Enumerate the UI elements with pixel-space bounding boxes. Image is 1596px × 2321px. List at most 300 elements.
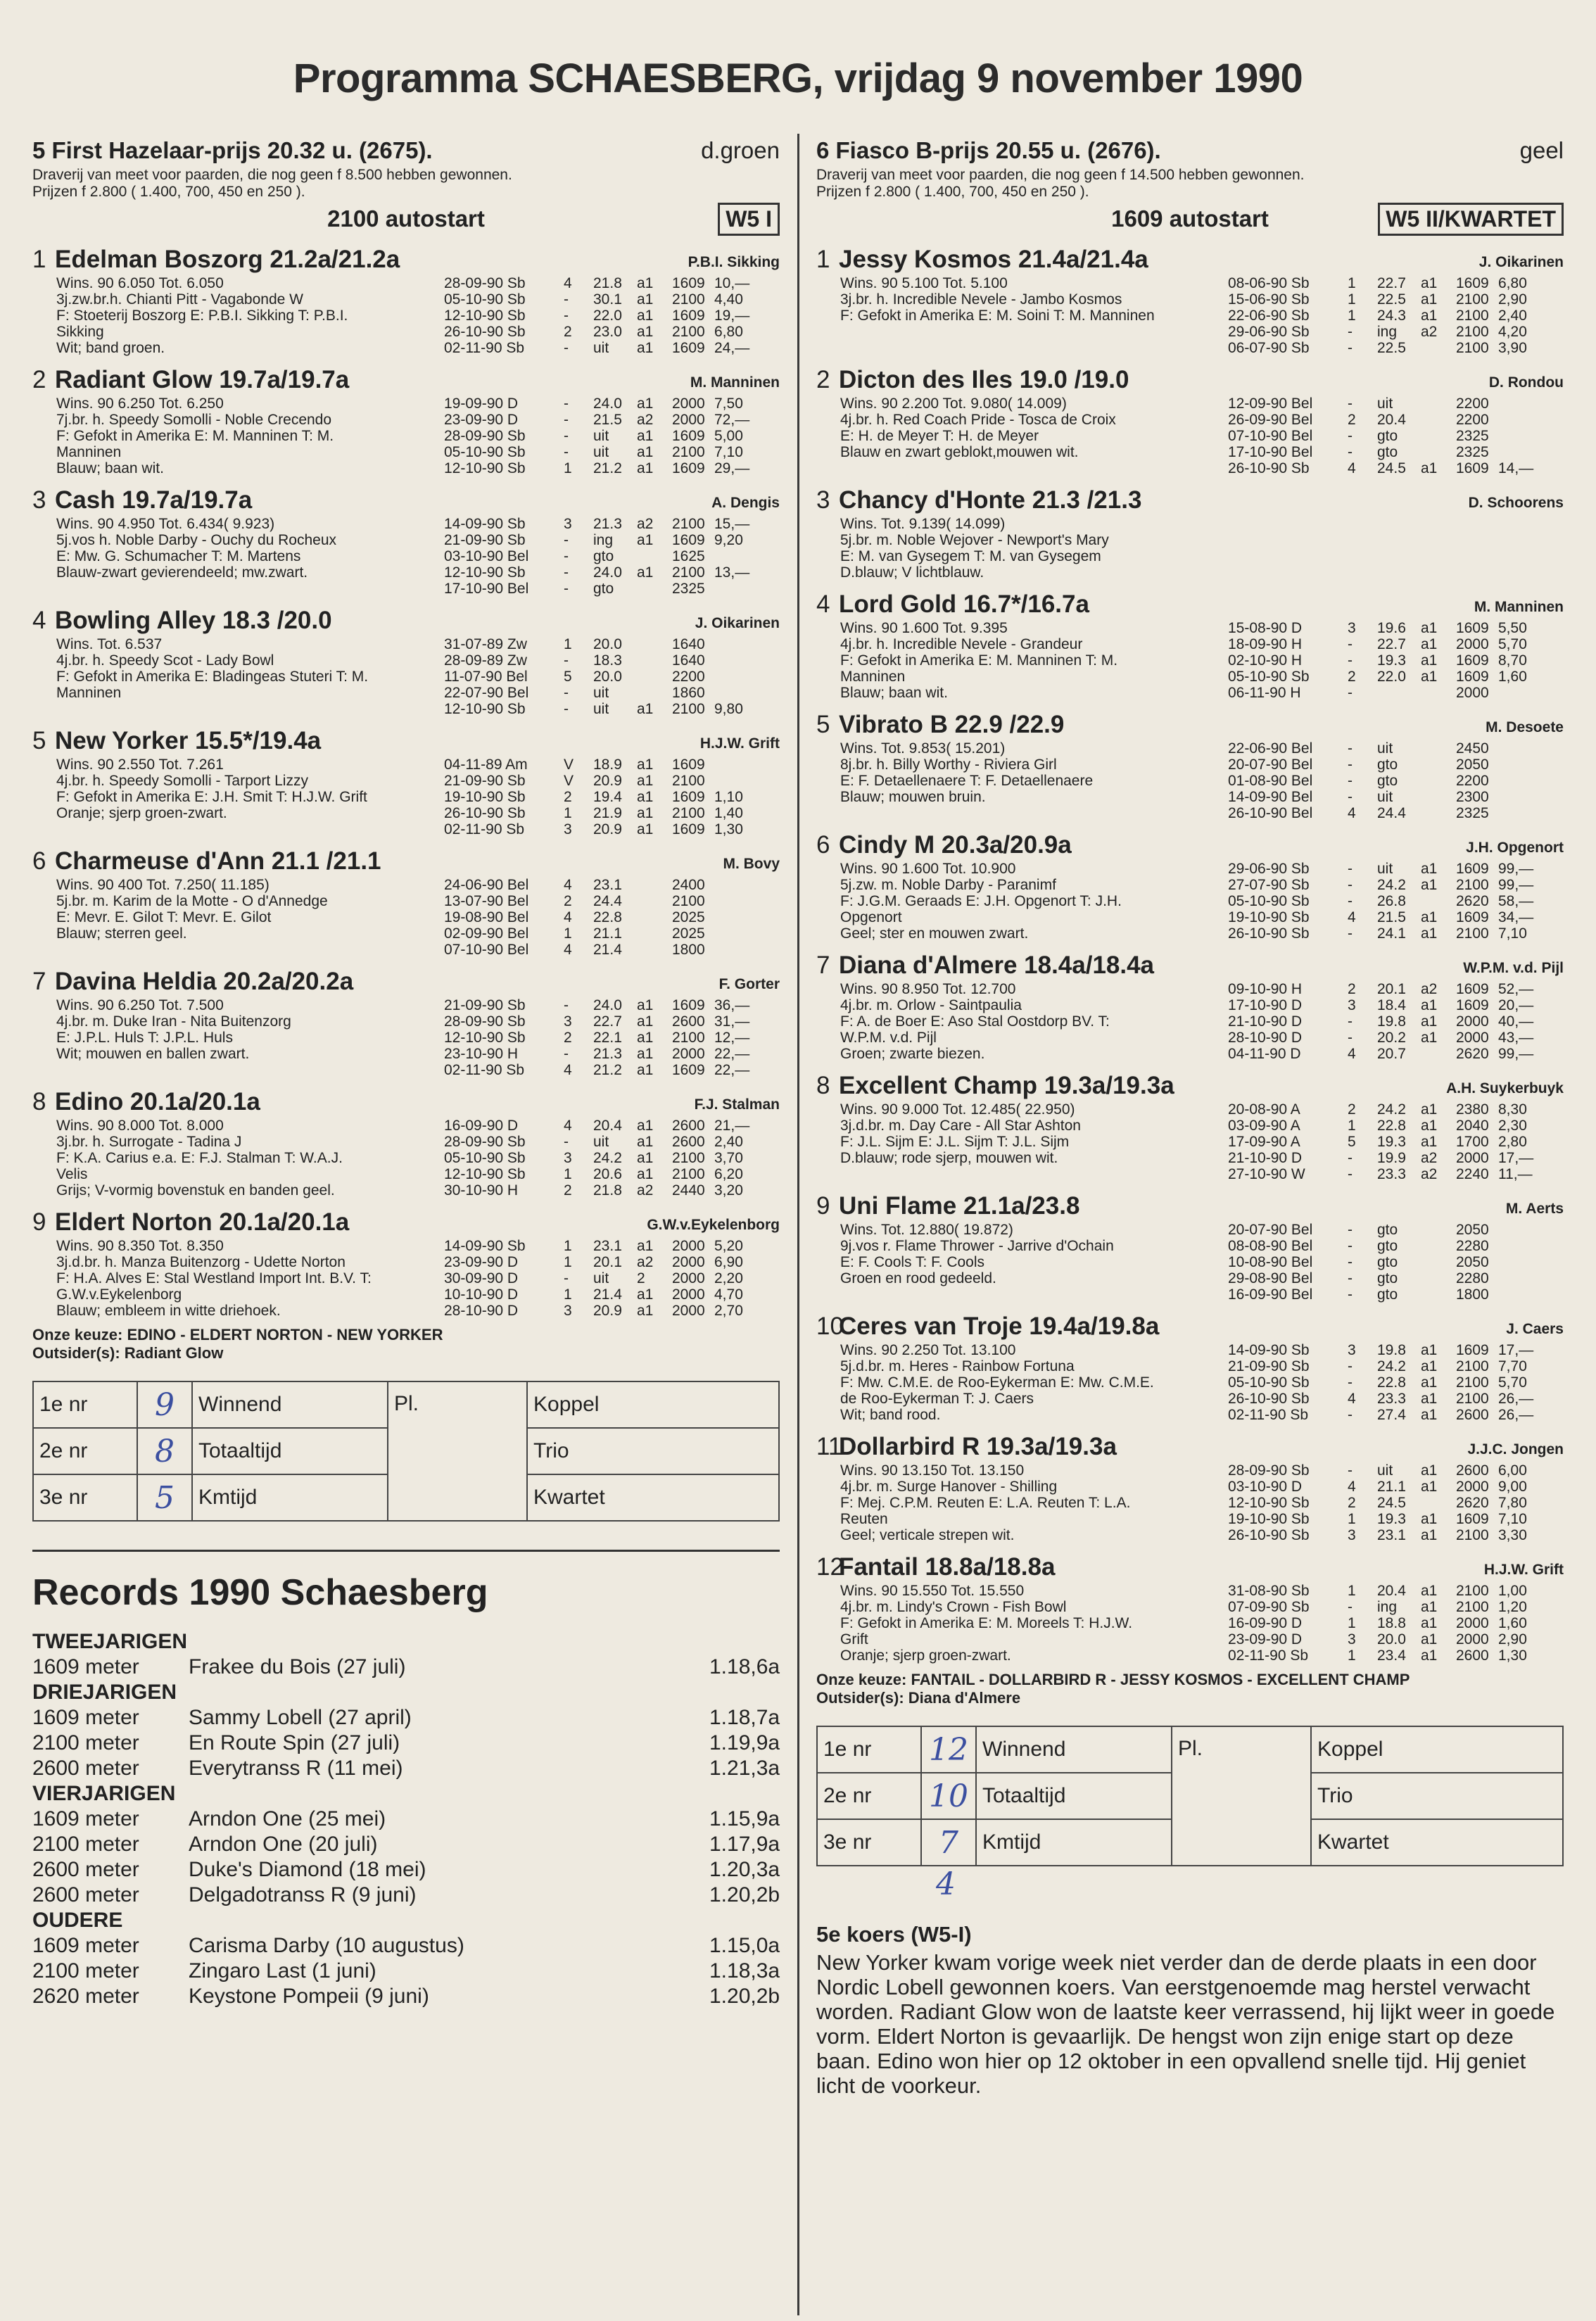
result-cell: 30.1 (593, 291, 622, 308)
horse-info-line: E: F. Detaellenaere T: F. Detaellenaere (840, 773, 1094, 789)
result-cell: 23.0 (593, 324, 622, 340)
result-cell: 1 (564, 805, 572, 821)
result-cell (637, 893, 672, 909)
result-cell: 1609 (1456, 981, 1489, 997)
handwritten-number[interactable]: 10 (921, 1773, 976, 1819)
result-cell: 1640 (672, 636, 705, 652)
horse-info-line: Geel; verticale strepen wit. (840, 1527, 1015, 1543)
result-cell: 21.4 (593, 942, 622, 958)
result-cell: 7,70 (1498, 1358, 1527, 1374)
horse-results (444, 1238, 780, 1319)
horse-driver: J. Caers (1506, 1321, 1564, 1337)
result-cell: 1609 (672, 460, 705, 476)
result-row (1228, 1030, 1564, 1046)
result-cell: a1 (1421, 1479, 1438, 1495)
result-cell: 1 (1348, 291, 1356, 308)
result-cell: 2 (564, 789, 572, 805)
result-cell: 2025 (672, 925, 705, 942)
record-distance: 2100 meter (32, 1959, 139, 1982)
result-cell: 21-10-90 D (1228, 1013, 1303, 1030)
horse-entry (816, 1433, 1564, 1543)
result-cell: 12-09-90 Bel (1228, 396, 1313, 412)
result-row (444, 564, 780, 581)
horse-entry (816, 1192, 1564, 1303)
result-cell: 1 (1348, 1118, 1356, 1134)
handwritten-number[interactable]: 12 (921, 1726, 976, 1773)
result-row (1228, 740, 1564, 757)
horse-entry (32, 486, 780, 597)
result-cell: - (564, 685, 569, 701)
horse-number: 1 (32, 246, 46, 273)
horse-name-line (816, 486, 1141, 514)
result-cell: 4 (1348, 1046, 1356, 1062)
horse-entry (816, 246, 1564, 356)
result-cell: 2600 (672, 1013, 705, 1030)
result-row (1228, 1101, 1564, 1118)
result-cell (637, 685, 672, 701)
result-cell: 28-09-90 Sb (444, 1013, 526, 1030)
result-cell: uit (593, 685, 609, 701)
result-cell: 2,80 (1498, 1134, 1527, 1150)
horse-info-line: G.W.v.Eykelenborg (56, 1286, 182, 1303)
horse-info-line: Manninen (56, 444, 122, 460)
record-time: 1.15,9a (709, 1807, 780, 1830)
result-cell (1421, 773, 1456, 789)
result-cell: 21.2 (593, 460, 622, 476)
result-cell: 21-09-90 Sb (444, 532, 526, 548)
horse-info-line: 4j.br. h. Speedy Scot - Lady Bowl (56, 652, 274, 669)
result-cell: 2000 (1456, 685, 1489, 701)
result-cell: 3 (564, 821, 572, 837)
result-cell: 1 (564, 925, 572, 942)
result-cell: - (1348, 1254, 1353, 1270)
result-cell: 2000 (672, 1303, 705, 1319)
horse-info (32, 636, 444, 717)
horse-driver: A.H. Suykerbuyk (1446, 1080, 1564, 1096)
horse-name-line (816, 1433, 1117, 1461)
result-cell: 07-09-90 Sb (1228, 1599, 1310, 1615)
record-time: 1.21,3a (709, 1757, 780, 1780)
result-cell: 2600 (672, 1134, 705, 1150)
result-cell: - (564, 652, 569, 669)
result-cell: a1 (637, 789, 654, 805)
result-row (1228, 1374, 1564, 1391)
horse-number: 4 (816, 590, 830, 618)
result-cell: 2200 (1456, 396, 1489, 412)
result-cell: 2280 (1456, 1238, 1489, 1254)
result-cell: 6,20 (714, 1166, 743, 1182)
result-cell: 23-09-90 D (444, 412, 519, 428)
result-cell: 20.4 (1377, 412, 1406, 428)
horse-info-line: F: Mw. C.M.E. de Roo-Eykerman E: Mw. C.M.E. (840, 1374, 1154, 1391)
result-cell: a1 (637, 275, 654, 291)
result-cell: 29-06-90 Sb (1228, 324, 1310, 340)
result-cell: - (1348, 1374, 1353, 1391)
result-cell: 29-08-90 Bel (1228, 1270, 1313, 1286)
record-row (32, 1857, 780, 1883)
result-cell: 1609 (672, 308, 705, 324)
result-cell (637, 652, 672, 669)
result-cell: gto (593, 548, 614, 564)
result-cell: - (1348, 925, 1353, 942)
result-cell: a1 (637, 1150, 654, 1166)
our-choice (32, 1326, 780, 1362)
result-row (444, 308, 780, 324)
horse-header (816, 366, 1564, 394)
result-cell: a2 (637, 516, 654, 532)
result-row (1228, 861, 1564, 877)
horse-info-line: 5j.vos h. Noble Darby - Ouchy du Rocheux (56, 532, 337, 548)
horse-info-line: Wins. 90 6.050 Tot. 6.050 (56, 275, 224, 291)
result-cell: 24-06-90 Bel (444, 877, 529, 893)
horse-info-line: de Roo-Eykerman T: J. Caers (840, 1391, 1034, 1407)
result-cell: 23-09-90 D (444, 1254, 519, 1270)
result-cell: 43,— (1498, 1030, 1534, 1046)
result-fill-table (32, 1381, 780, 1522)
horse-name: Davina Heldia 20.2a/20.2a (55, 968, 354, 995)
result-cell: a1 (1421, 1462, 1438, 1479)
result-cell: a2 (1421, 1150, 1438, 1166)
record-distance: 2600 meter (32, 1757, 139, 1780)
horse-info-line: W.P.M. v.d. Pijl (840, 1030, 937, 1046)
result-cell: 2100 (672, 773, 705, 789)
result-cell: 14-09-90 Sb (444, 516, 526, 532)
result-cell: 28-09-89 Zw (444, 652, 527, 669)
record-horse: Carisma Darby (10 augustus) (189, 1934, 464, 1957)
record-horse: En Route Spin (27 juli) (189, 1731, 400, 1754)
result-cell: a1 (1421, 620, 1438, 636)
horse-info-line: F: J.G.M. Geraads E: J.H. Opgenort T: J.H. (840, 893, 1122, 909)
record-distance: 2100 meter (32, 1731, 139, 1754)
result-cell (714, 925, 778, 942)
result-cell: 18.9 (593, 757, 622, 773)
horse-info-line: 4j.br. m. Duke Iran - Nita Buitenzorg (56, 1013, 291, 1030)
horse-info (816, 396, 1228, 476)
result-cell: 03-09-90 A (1228, 1118, 1300, 1134)
result-cell: 5,00 (714, 428, 743, 444)
horse-info-line: Wins. 90 8.350 Tot. 8.350 (56, 1238, 224, 1254)
result-cell: 19-08-90 Bel (444, 909, 529, 925)
record-time: 1.17,9a (709, 1833, 780, 1856)
result-cell: 17-10-90 Bel (1228, 444, 1313, 460)
result-cell: a1 (637, 773, 654, 789)
record-horse: Delgadotranss R (9 juni) (189, 1883, 417, 1906)
result-cell (1421, 789, 1456, 805)
result-cell: 6,80 (714, 324, 743, 340)
horse-name-line (32, 486, 252, 514)
horse-driver: J.J.C. Jongen (1467, 1441, 1564, 1457)
horse-info-line: Manninen (56, 685, 122, 701)
result-cell: a1 (637, 460, 654, 476)
result-row (1228, 620, 1564, 636)
horse-info-line: 3j.br. h. Incredible Nevele - Jambo Kosmos (840, 291, 1122, 308)
result-cell (637, 636, 672, 652)
horse-body (32, 516, 780, 597)
bet-label: Koppel (527, 1381, 779, 1428)
result-cell: 3 (1348, 1527, 1356, 1543)
result-cell: 16-09-90 D (1228, 1615, 1303, 1631)
result-cell: 9,80 (714, 701, 743, 717)
result-cell: 19.8 (1377, 1013, 1406, 1030)
result-row (444, 532, 780, 548)
result-cell: 2100 (672, 701, 705, 717)
horse-name: Bowling Alley 18.3 /20.0 (55, 607, 332, 634)
result-row (444, 1166, 780, 1182)
result-cell: 2600 (1456, 1648, 1489, 1664)
result-cell: 12-10-90 Sb (444, 308, 526, 324)
result-row (1228, 396, 1564, 412)
result-cell: 19.4 (593, 789, 622, 805)
result-cell: 26-10-90 Sb (444, 805, 526, 821)
horse-info-line: Sikking (56, 324, 104, 340)
horse-info-line: Wins. 90 13.150 Tot. 13.150 (840, 1462, 1025, 1479)
horse-body (32, 1118, 780, 1199)
result-cell: 99,— (1498, 861, 1534, 877)
result-cell: 21-09-90 Sb (444, 997, 526, 1013)
result-cell: 21.5 (1377, 909, 1406, 925)
result-cell: a1 (1421, 652, 1438, 669)
result-cell: a1 (637, 396, 654, 412)
horse-info-line: Wins. Tot. 12.880( 19.872) (840, 1222, 1013, 1238)
result-cell: 21.1 (593, 925, 622, 942)
record-horse: Frakee du Bois (27 juli) (189, 1655, 406, 1678)
result-cell: 02-10-90 H (1228, 652, 1303, 669)
result-row (1228, 981, 1564, 997)
result-cell: 26-10-90 Bel (1228, 805, 1313, 821)
horse-info-line: 3j.d.br. h. Manza Buitenzorg - Udette Norton (56, 1254, 346, 1270)
result-cell (1421, 1222, 1456, 1238)
result-cell: 27-07-90 Sb (1228, 877, 1310, 893)
horse-results (444, 1118, 780, 1199)
result-cell: 17-10-90 Bel (444, 581, 529, 597)
result-cell: - (564, 428, 569, 444)
result-cell: 15-06-90 Sb (1228, 291, 1310, 308)
horse-header (32, 847, 780, 875)
result-cell (714, 893, 778, 909)
horse-results (1228, 740, 1564, 821)
result-cell: 16-09-90 Bel (1228, 1286, 1313, 1303)
result-cell: - (564, 548, 569, 564)
result-cell: 20.1 (1377, 981, 1406, 997)
result-row (444, 581, 780, 597)
result-cell: 2050 (1456, 757, 1489, 773)
result-cell: 2620 (1456, 1495, 1489, 1511)
handwritten-number[interactable]: 5 (137, 1474, 192, 1521)
handwritten-number[interactable]: 8 (137, 1428, 192, 1474)
horse-name: Jessy Kosmos 21.4a/21.4a (839, 246, 1148, 273)
horse-info-line: 4j.br. m. Lindy's Crown - Fish Bowl (840, 1599, 1067, 1615)
result-cell: - (1348, 861, 1353, 877)
result-cell: 3 (564, 516, 572, 532)
horse-info-line: Opgenort (840, 909, 902, 925)
result-cell: 1609 (672, 821, 705, 837)
result-row (444, 1254, 780, 1270)
result-cell (637, 581, 672, 597)
outsider-text: Outsider(s): Diana d'Almere (816, 1689, 1021, 1707)
result-cell: 05-10-90 Sb (1228, 893, 1310, 909)
result-cell: - (1348, 1030, 1353, 1046)
horse-info-line: Blauw en zwart geblokt,mouwen wit. (840, 444, 1079, 460)
result-row (1228, 340, 1564, 356)
result-cell (1421, 757, 1456, 773)
result-cell: 18-09-90 H (1228, 636, 1303, 652)
fill-row (33, 1381, 779, 1428)
result-row (1228, 925, 1564, 942)
result-cell: 20.6 (593, 1166, 622, 1182)
horse-body (816, 1342, 1564, 1423)
result-cell: 20.0 (593, 636, 622, 652)
result-row (444, 685, 780, 701)
horse-name-line (32, 1088, 260, 1116)
result-cell: - (564, 308, 569, 324)
result-cell: 2100 (672, 444, 705, 460)
result-cell: - (1348, 396, 1353, 412)
result-row (444, 516, 780, 532)
result-cell: 26,— (1498, 1391, 1534, 1407)
horse-header (32, 1208, 780, 1237)
result-cell (1421, 340, 1456, 356)
record-row (32, 1655, 780, 1680)
result-cell: 1609 (1456, 909, 1489, 925)
result-cell: 3,20 (714, 1182, 743, 1199)
result-cell: 1 (1348, 1511, 1356, 1527)
horse-results (1228, 1583, 1564, 1664)
result-cell: 2450 (1456, 740, 1489, 757)
result-cell: 04-11-89 Am (444, 757, 528, 773)
horse-body (32, 1238, 780, 1319)
horse-info-line: Wins. 90 15.550 Tot. 15.550 (840, 1583, 1025, 1599)
result-row (444, 636, 780, 652)
result-cell: 1,00 (1498, 1583, 1527, 1599)
record-row (32, 1756, 780, 1781)
result-cell: gto (1377, 1238, 1398, 1254)
result-row (444, 1286, 780, 1303)
horse-info-line: D.blauw; rode sjerp, mouwen wit. (840, 1150, 1058, 1166)
result-row (1228, 773, 1564, 789)
horse-body (32, 275, 780, 356)
result-cell: 2,70 (714, 1303, 743, 1319)
result-cell: 4 (564, 909, 572, 925)
result-cell: a1 (637, 444, 654, 460)
horse-info-line: Wins. Tot. 6.537 (56, 636, 163, 652)
result-row (444, 1062, 780, 1078)
horse-header (32, 607, 780, 635)
result-cell: a1 (1421, 1342, 1438, 1358)
result-cell: 20.9 (593, 821, 622, 837)
horse-info-line: Wins. 90 6.250 Tot. 6.250 (56, 396, 224, 412)
record-horse: Arndon One (25 mei) (189, 1807, 386, 1830)
result-row (444, 1238, 780, 1254)
horse-info-line: Velis (56, 1166, 88, 1182)
result-cell: 2040 (1456, 1118, 1489, 1134)
horse-info-line: F: H.A. Alves E: Stal Westland Import Int. B.V. T: (56, 1270, 372, 1286)
result-cell: 28-10-90 D (444, 1303, 519, 1319)
horse-name: Lord Gold 16.7*/16.7a (839, 590, 1089, 618)
result-cell: 2200 (1456, 773, 1489, 789)
result-cell: 2,90 (1498, 291, 1527, 308)
horse-info-line: E: F. Cools T: F. Cools (840, 1254, 985, 1270)
horse-info (32, 275, 444, 356)
result-cell: 1,30 (1498, 1648, 1527, 1664)
horse-body (32, 396, 780, 476)
result-cell: 1609 (1456, 861, 1489, 877)
result-cell: 8,30 (1498, 1101, 1527, 1118)
result-cell: 23.4 (1377, 1648, 1406, 1664)
result-cell: uit (1377, 861, 1393, 877)
race-title: 5 First Hazelaar-prijs 20.32 u. (2675). (32, 137, 433, 163)
result-cell (714, 636, 778, 652)
result-cell (1421, 396, 1456, 412)
records-group-title: TWEEJARIGEN (32, 1630, 188, 1653)
horse-entry (816, 590, 1564, 701)
result-cell (1498, 773, 1562, 789)
result-cell: 31,— (714, 1013, 750, 1030)
result-cell: 40,— (1498, 1013, 1534, 1030)
record-distance: 2600 meter (32, 1883, 139, 1906)
record-distance: 2620 meter (32, 1985, 139, 2008)
horse-entry (32, 607, 780, 717)
result-cell: 05-10-90 Sb (444, 444, 526, 460)
horse-driver: D. Rondou (1488, 374, 1564, 391)
result-cell: a1 (637, 1030, 654, 1046)
record-distance: 2600 meter (32, 1858, 139, 1881)
record-distance: 1609 meter (32, 1655, 139, 1678)
result-cell: V (564, 773, 574, 789)
horse-header (816, 951, 1564, 980)
horse-driver: M. Manninen (690, 374, 780, 391)
horse-results (444, 757, 780, 837)
handwritten-number[interactable]: 9 (137, 1381, 192, 1428)
place-label: 1e nr (817, 1726, 921, 1773)
horse-results (1228, 516, 1564, 581)
result-row (444, 701, 780, 717)
result-cell: 13,— (714, 564, 750, 581)
result-cell: - (1348, 1286, 1353, 1303)
result-cell: ing (1377, 1599, 1398, 1615)
result-cell: 23-09-90 D (1228, 1631, 1303, 1648)
result-cell (1421, 685, 1456, 701)
handwritten-number[interactable]: 7 (921, 1819, 976, 1866)
result-cell (1421, 1254, 1456, 1270)
result-row (1228, 1583, 1564, 1599)
result-cell: 1 (1348, 1583, 1356, 1599)
result-cell: 2100 (1456, 291, 1489, 308)
result-cell: a1 (637, 340, 654, 356)
result-cell: - (564, 396, 569, 412)
result-cell: a1 (637, 532, 654, 548)
horse-header (816, 590, 1564, 619)
horse-name: Diana d'Almere 18.4a/18.4a (839, 951, 1155, 979)
result-cell: 2200 (1456, 412, 1489, 428)
result-cell (637, 548, 672, 564)
result-row (1228, 1407, 1564, 1423)
result-cell (1421, 428, 1456, 444)
result-row (1228, 1391, 1564, 1407)
result-cell: 1609 (1456, 1511, 1489, 1527)
result-cell: 5,70 (1498, 1374, 1527, 1391)
result-cell: 22.8 (1377, 1374, 1406, 1391)
result-cell: - (564, 701, 569, 717)
race-title: 6 Fiasco B-prijs 20.55 u. (2676). (816, 137, 1161, 163)
result-cell: 2400 (672, 877, 705, 893)
result-cell: 22,— (714, 1062, 750, 1078)
horse-driver: J. Oikarinen (695, 615, 780, 631)
result-row (444, 396, 780, 412)
result-cell: 01-08-90 Bel (1228, 773, 1313, 789)
horse-info-line: 5j.br. m. Karim de la Motte - O d'Annedge (56, 893, 328, 909)
result-cell: a1 (637, 1013, 654, 1030)
result-cell: - (1348, 685, 1353, 701)
